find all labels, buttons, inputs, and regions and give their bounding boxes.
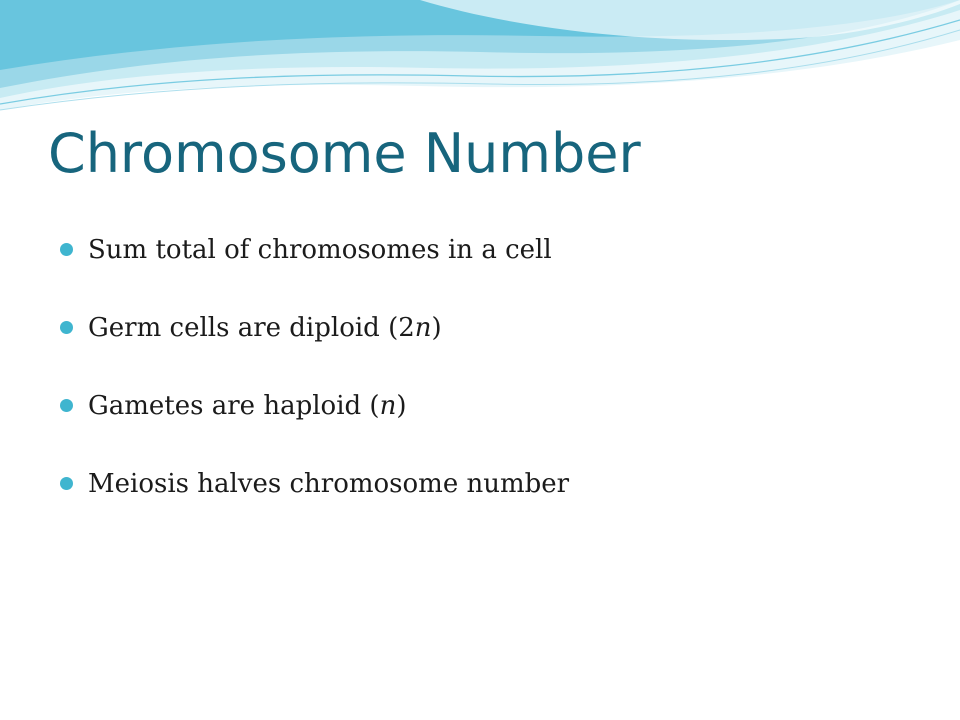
bullet-text-post: )	[431, 313, 442, 343]
bullet-text	[88, 306, 442, 350]
wave-header-decoration	[0, 0, 960, 120]
bullet-text: Sum total of chromosomes in a cell	[88, 235, 552, 265]
bullet-text-pre: Gametes are haploid (	[88, 391, 380, 421]
bullet-icon	[60, 399, 73, 412]
slide-title: Chromosome Number	[48, 122, 641, 185]
bullet-text-italic: n	[379, 391, 397, 421]
bullet-text-italic: n	[414, 313, 432, 343]
list-item	[60, 228, 569, 306]
bullet-icon	[60, 477, 73, 490]
list-item	[60, 462, 569, 540]
bullet-text-pre: Germ cells are diploid (2	[88, 313, 415, 343]
bullet-icon	[60, 243, 73, 256]
bullet-text: Meiosis halves chromosome number	[88, 469, 570, 499]
bullet-icon	[60, 321, 73, 334]
bullet-list	[60, 228, 569, 540]
list-item	[60, 306, 569, 384]
bullet-text-post: )	[396, 391, 407, 421]
list-item	[60, 384, 569, 462]
bullet-text	[88, 384, 406, 428]
